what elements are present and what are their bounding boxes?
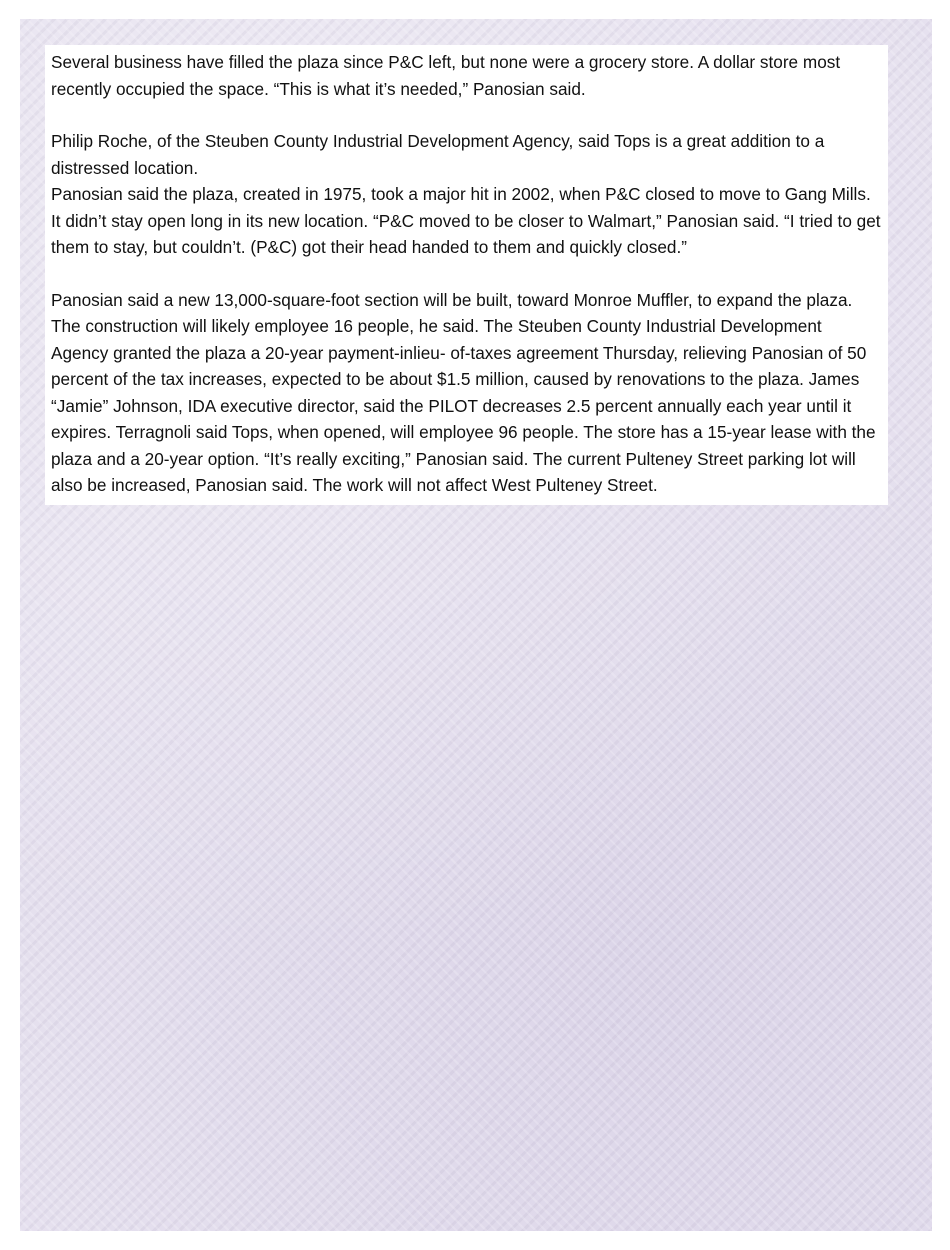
- article-text-panel: [45, 45, 888, 505]
- article-paragraph-3: Panosian said the plaza, created in 1975, took a major hit in 2002, when P&C closed to move to Gang Mills. It didn’t stay open long in its new location. “P&C moved to be closer to Walmart,” Panosian said. “I tried to get them to stay, but couldn’t. (P&C) got their head handed to them and quickly closed.”: [51, 184, 881, 257]
- article-paragraph-1: Several business have filled the plaza since P&C left, but none were a grocery store. A dollar store most recently occupied the space. “This is what it’s needed,” Panosian said.: [51, 52, 841, 99]
- article-paragraph-2: Philip Roche, of the Steuben County Industrial Development Agency, said Tops is a great addition to a distressed location.: [51, 131, 825, 178]
- paragraph-spacer: [51, 102, 882, 128]
- article-paragraph-4: Panosian said a new 13,000-square-foot section will be built, toward Monroe Muffler, to expand the plaza. The construction will likely employee 16 people, he said. The Steuben County Industrial Development Agency granted the plaza a 20-year payment-inlieu- of-taxes agreement Thursday, relieving Panosian of 50 percent of the tax increases, expected to be about $1.5 million, caused by renovations to the plaza. James “Jamie” Johnson, IDA executive director, said the PILOT decreases 2.5 percent annually each year until it expires. Terragnoli said Tops, when opened, will employee 96 people. The store has a 15-year lease with the plaza and a 20-year option. “It’s really exciting,” Panosian said. The current Pulteney Street parking lot will also be increased, Panosian said. The work will not affect West Pulteney Street.: [51, 289, 876, 495]
- paragraph-spacer: [51, 261, 882, 287]
